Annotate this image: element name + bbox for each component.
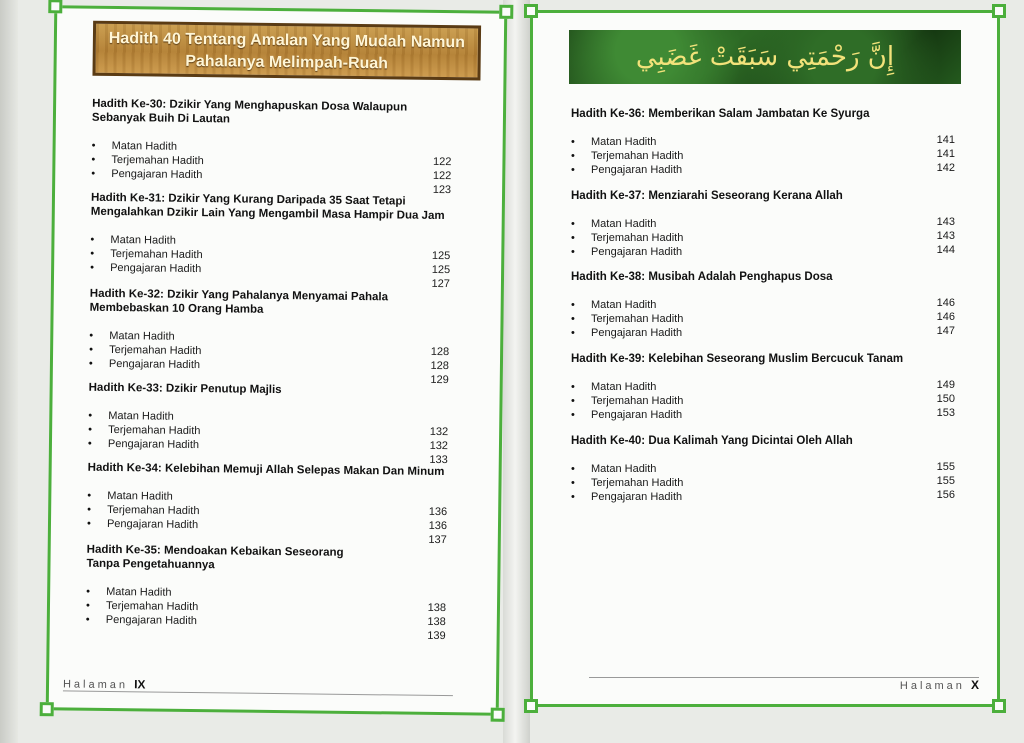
- left-page: [46, 5, 508, 715]
- list-item: • Matan Hadith: [92, 139, 452, 157]
- page-number: 149: [936, 379, 955, 391]
- page-number: 137: [428, 533, 447, 547]
- page-number: 138: [427, 601, 447, 615]
- frame-corner: [524, 699, 538, 713]
- list-item: • Pengajaran Hadith: [87, 517, 447, 535]
- page-number: 122: [433, 155, 452, 169]
- toc-entry[interactable]: [571, 189, 955, 259]
- entry-title: Hadith Ke-40: Dua Kalimah Yang Dicintai Oleh Allah: [571, 435, 853, 447]
- frame-corner: [992, 4, 1006, 18]
- page-number: 142: [936, 162, 955, 174]
- toc-entry[interactable]: [89, 287, 450, 387]
- list-item: • Matan Hadith: [571, 217, 955, 231]
- entry-items: [89, 329, 449, 375]
- list-item: • Terjemahan Hadith: [571, 394, 955, 408]
- page-number: 155: [936, 475, 955, 487]
- toc-entry[interactable]: [86, 543, 447, 643]
- frame-corner: [40, 702, 54, 716]
- entry-title: Hadith Ke-30: Dzikir Yang Menghapuskan Dosa Walaupun Sebanyak Buih Di Lautan: [91, 97, 408, 126]
- page-numbers: [937, 133, 955, 175]
- arabic-text: إِنَّ رَحْمَتِي سَبَقَتْ غَضَبِي: [635, 42, 895, 72]
- entry-title: Hadith Ke-33: Dzikir Penutup Majlis: [88, 381, 282, 397]
- arabic-banner: [569, 30, 961, 84]
- page-number: 132: [429, 425, 449, 439]
- list-item: • Matan Hadith: [571, 298, 955, 312]
- page-number: 123: [432, 183, 452, 197]
- list-item: • Matan Hadith: [571, 135, 955, 149]
- toc-entry[interactable]: [571, 270, 955, 340]
- page-label-word: Halaman: [62, 678, 129, 692]
- page-number: 129: [430, 373, 449, 387]
- page-number: 141: [936, 148, 955, 160]
- page-number: 141: [936, 134, 955, 146]
- page-numbers: [429, 425, 448, 467]
- list-item: • Terjemahan Hadith: [571, 149, 955, 163]
- page-number: 136: [428, 505, 448, 519]
- page-numbers: [937, 460, 955, 502]
- page-number: 122: [432, 169, 452, 183]
- list-item: • Pengajaran Hadith: [571, 490, 955, 504]
- page-numbers: [937, 215, 955, 257]
- toc-entry[interactable]: [88, 381, 449, 467]
- page-footer: [589, 677, 979, 692]
- list-item: • Terjemahan Hadith: [90, 247, 450, 265]
- entry-items: [571, 298, 955, 340]
- page-numbers: [430, 345, 449, 387]
- page-number: 150: [936, 393, 955, 405]
- page-number: 132: [429, 439, 449, 453]
- toc-entry[interactable]: [571, 107, 955, 177]
- list-item: • Terjemahan Hadith: [89, 343, 449, 361]
- page-label-word: Halaman: [899, 680, 965, 692]
- book-title-banner: [92, 21, 481, 81]
- list-item: • Pengajaran Hadith: [571, 245, 955, 259]
- page-number: 147: [936, 325, 955, 337]
- entry-title: Hadith Ke-31: Dzikir Yang Kurang Daripada 35 Saat Tetapi Mengalahkan Dzikir Lain Yang Mengambil Masa Hampir Dua Jam: [90, 191, 445, 223]
- page-number: 155: [936, 461, 955, 473]
- list-item: • Pengajaran Hadith: [571, 326, 955, 340]
- list-item: • Terjemahan Hadith: [87, 503, 447, 521]
- page-number: 143: [936, 230, 955, 242]
- page-numbers: [427, 601, 446, 643]
- entry-items: [91, 139, 451, 185]
- page-number: 143: [936, 216, 955, 228]
- entry-items: [571, 135, 955, 177]
- frame-corner: [48, 0, 62, 13]
- list-item: • Matan Hadith: [571, 462, 955, 476]
- list-item: • Pengajaran Hadith: [86, 613, 446, 631]
- page-numbers: [433, 155, 452, 197]
- toc-entry[interactable]: [91, 97, 452, 197]
- list-item: • Pengajaran Hadith: [571, 163, 955, 177]
- list-item: • Terjemahan Hadith: [571, 476, 955, 490]
- page-number: 139: [427, 629, 446, 643]
- page-numbers: [432, 249, 451, 291]
- list-item: • Pengajaran Hadith: [88, 437, 448, 455]
- entry-title: Hadith Ke-34: Kelebihan Memuji Allah Selepas Makan Dan Minum: [87, 461, 445, 479]
- list-item: • Matan Hadith: [90, 233, 450, 251]
- list-item: • Matan Hadith: [87, 489, 447, 507]
- frame-corner: [499, 5, 513, 19]
- list-item: • Pengajaran Hadith: [89, 357, 449, 375]
- list-item: • Terjemahan Hadith: [88, 423, 448, 441]
- entry-title: Hadith Ke-35: Mendoakan Kebaikan Seseorang Tanpa Pengetahuannya: [86, 543, 344, 572]
- list-item: • Pengajaran Hadith: [91, 167, 451, 185]
- book-title: Hadith 40 Tentang Amalan Yang Mudah Namun Pahalanya Melimpah-Ruah: [108, 29, 466, 73]
- page-number: 146: [936, 311, 955, 323]
- list-item: • Pengajaran Hadith: [90, 261, 450, 279]
- page-label: [589, 678, 979, 692]
- list-item: • Matan Hadith: [86, 585, 446, 603]
- entry-title: Hadith Ke-37: Menziarahi Seseorang Kerana Allah: [571, 190, 843, 202]
- page-numbers: [428, 505, 447, 547]
- page-numbers: [937, 296, 955, 338]
- page-number: 146: [936, 297, 955, 309]
- list-item: • Matan Hadith: [571, 380, 955, 394]
- page-number: 153: [936, 407, 955, 419]
- page-numbers: [937, 378, 955, 420]
- toc-entry[interactable]: [571, 352, 955, 422]
- entry-items: [571, 462, 955, 504]
- entry-items: [86, 585, 446, 631]
- frame-corner: [524, 4, 538, 18]
- frame-corner: [992, 699, 1006, 713]
- page-number: 128: [430, 345, 450, 359]
- page-label-number: X: [970, 678, 979, 692]
- frame-corner: [491, 708, 505, 722]
- list-item: • Terjemahan Hadith: [571, 231, 955, 245]
- entry-items: [571, 380, 955, 422]
- list-item: • Matan Hadith: [89, 329, 449, 347]
- list-item: • Terjemahan Hadith: [86, 599, 446, 617]
- page-label-number: IX: [134, 677, 146, 692]
- entry-items: [88, 409, 448, 455]
- page-number: 156: [936, 489, 955, 501]
- page-number: 136: [428, 519, 448, 533]
- book-left-edge: [0, 0, 18, 743]
- page-footer: [63, 676, 453, 696]
- entry-items: [571, 217, 955, 259]
- toc-entry[interactable]: [571, 434, 955, 504]
- page-number: 128: [430, 359, 450, 373]
- toc-entry[interactable]: [87, 461, 448, 547]
- entry-title: Hadith Ke-38: Musibah Adalah Penghapus Dosa: [571, 271, 833, 283]
- page-number: 125: [431, 249, 451, 263]
- list-item: • Terjemahan Hadith: [91, 153, 451, 171]
- page-number: 125: [431, 263, 451, 277]
- entry-items: [90, 233, 450, 279]
- list-item: • Matan Hadith: [88, 409, 448, 427]
- list-item: • Pengajaran Hadith: [571, 408, 955, 422]
- page-number: 144: [936, 244, 955, 256]
- page-number: 127: [431, 277, 451, 291]
- page-number: 133: [429, 453, 448, 467]
- page-number: 138: [427, 615, 446, 629]
- book-gutter: [503, 0, 530, 743]
- entry-title: Hadith Ke-39: Kelebihan Seseorang Muslim Bercucuk Tanam: [571, 353, 904, 365]
- list-item: • Terjemahan Hadith: [571, 312, 955, 326]
- entry-items: [87, 489, 447, 535]
- entry-title: Hadith Ke-36: Memberikan Salam Jambatan Ke Syurga: [571, 108, 870, 120]
- right-page: [530, 10, 1000, 707]
- entry-title: Hadith Ke-32: Dzikir Yang Pahalanya Menyamai Pahala Membebaskan 10 Orang Hamba: [89, 287, 389, 316]
- toc-entry[interactable]: [90, 191, 451, 291]
